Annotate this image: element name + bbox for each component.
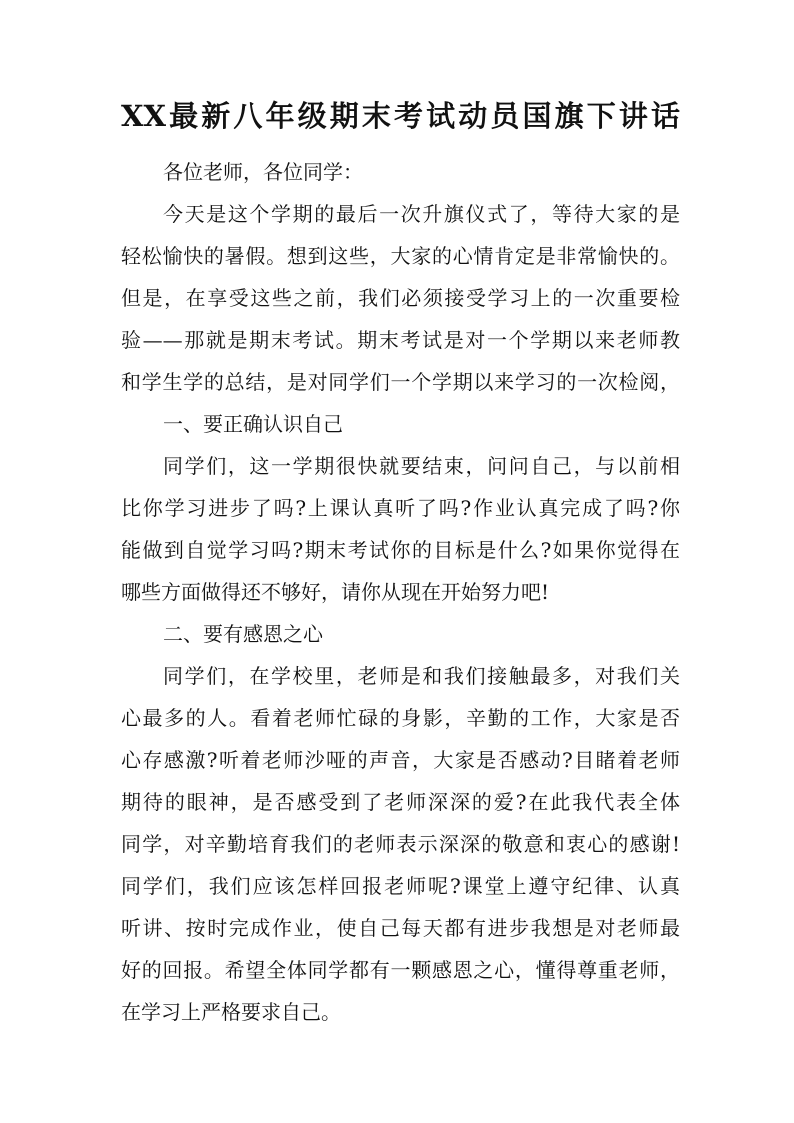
paragraph-line: 比你学习进步了吗?上课认真听了吗?作业认真完成了吗?你 bbox=[121, 496, 680, 520]
section-heading: 一、要正确认识自己 bbox=[163, 412, 343, 436]
paragraph-line: 轻松愉快的暑假。想到这些，大家的心情肯定是非常愉快的。 bbox=[121, 244, 680, 268]
paragraph-line: 能做到自觉学习吗?期末考试你的目标是什么?如果你觉得在 bbox=[121, 538, 680, 562]
paragraph-line: 验——那就是期末考试。期末考试是对一个学期以来老师教 bbox=[121, 328, 680, 352]
paragraph-line: 同学们，在学校里，老师是和我们接触最多，对我们关 bbox=[163, 664, 680, 688]
greeting: 各位老师，各位同学： bbox=[163, 160, 363, 184]
section-heading: 二、要有感恩之心 bbox=[163, 622, 323, 646]
paragraph-line: 同学，对辛勤培育我们的老师表示深深的敬意和衷心的感谢! bbox=[121, 832, 680, 856]
paragraph-line: 心最多的人。看着老师忙碌的身影，辛勤的工作，大家是否 bbox=[121, 706, 680, 730]
paragraph-line: 期待的眼神，是否感受到了老师深深的爱?在此我代表全体 bbox=[121, 790, 680, 814]
paragraph-line: 好的回报。希望全体同学都有一颗感恩之心，懂得尊重老师， bbox=[121, 958, 680, 982]
paragraph-line: 和学生学的总结，是对同学们一个学期以来学习的一次检阅， bbox=[121, 370, 680, 394]
paragraph-line: 在学习上严格要求自己。 bbox=[121, 1000, 341, 1024]
paragraph-line: 同学们，这一学期很快就要结束，问问自己，与以前相 bbox=[163, 454, 680, 478]
paragraph-line: 今天是这个学期的最后一次升旗仪式了，等待大家的是 bbox=[163, 202, 680, 226]
paragraph-line: 听讲、按时完成作业，使自己每天都有进步我想是对老师最 bbox=[121, 916, 680, 940]
paragraph-line: 同学们，我们应该怎样回报老师呢?课堂上遵守纪律、认真 bbox=[121, 874, 680, 898]
paragraph-line: 心存感激?听着老师沙哑的声音，大家是否感动?目睹着老师 bbox=[121, 748, 680, 772]
document-title: XX最新八年级期末考试动员国旗下讲话 bbox=[121, 99, 680, 133]
paragraph-line: 但是，在享受这些之前，我们必须接受学习上的一次重要检 bbox=[121, 286, 680, 310]
paragraph-line: 哪些方面做得还不够好，请你从现在开始努力吧! bbox=[121, 580, 550, 604]
